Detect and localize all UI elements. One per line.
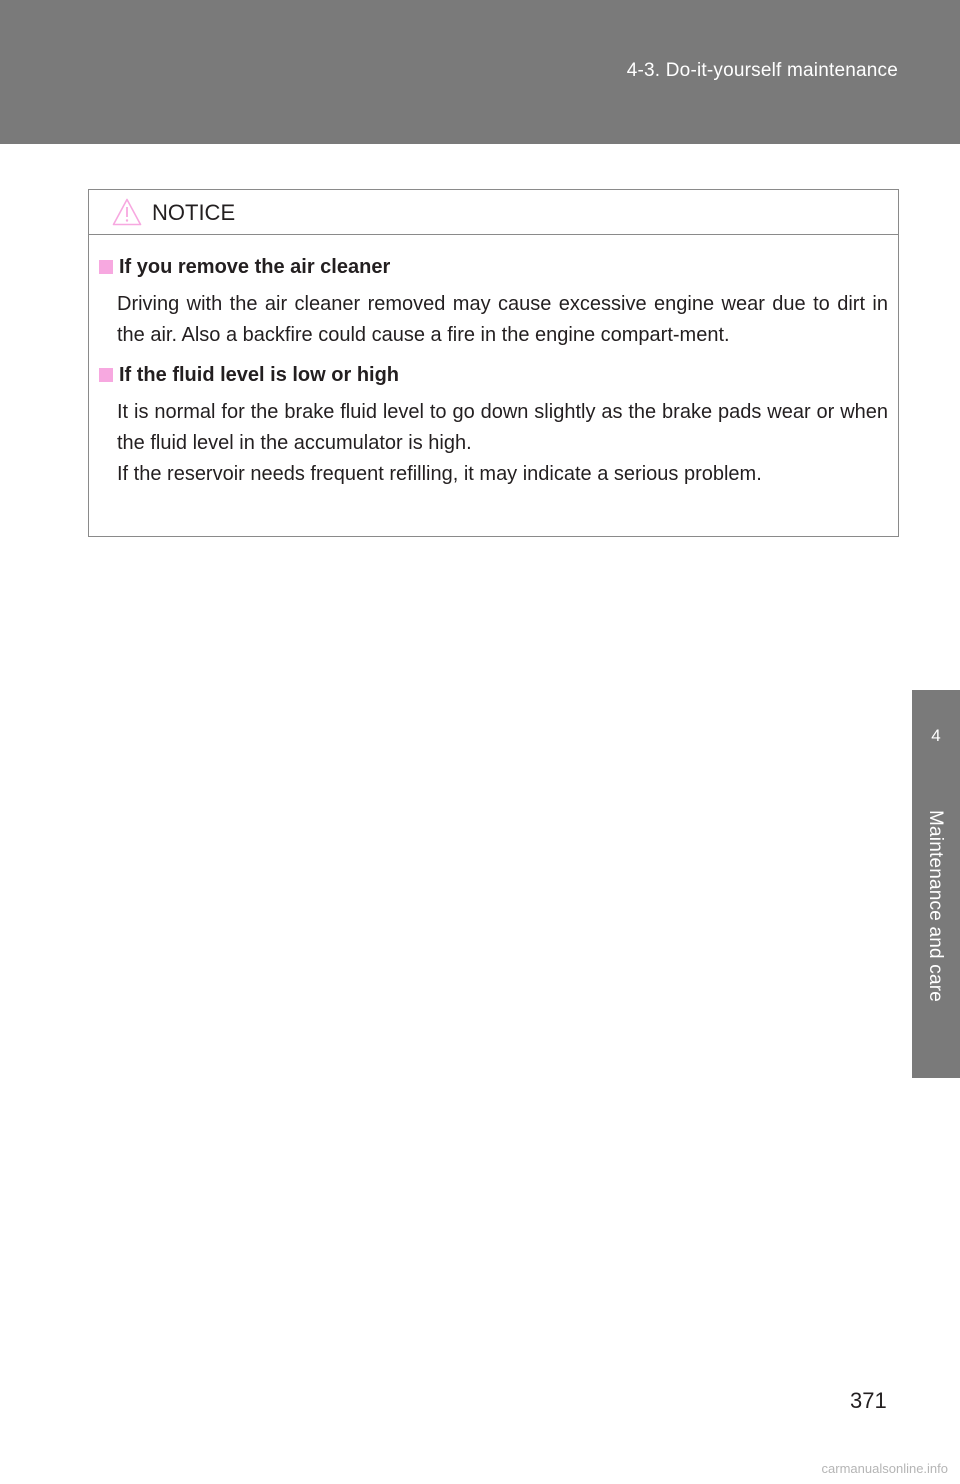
warning-triangle-icon bbox=[112, 198, 142, 226]
notice-item-heading: If you remove the air cleaner bbox=[119, 256, 391, 278]
square-bullet-icon bbox=[99, 260, 113, 274]
chapter-label: Maintenance and care bbox=[925, 810, 946, 1003]
chapter-number: 4 bbox=[931, 726, 941, 745]
section-title: 4-3. Do-it-yourself maintenance bbox=[626, 60, 898, 81]
notice-item bbox=[99, 255, 888, 351]
notice-item-text: If the reservoir needs frequent refilling, it may indicate a serious problem. bbox=[117, 463, 762, 485]
page-header bbox=[0, 0, 960, 144]
watermark: carmanualsonline.info bbox=[821, 1461, 948, 1476]
notice-header bbox=[89, 190, 898, 235]
notice-box bbox=[88, 189, 899, 537]
square-bullet-icon bbox=[99, 368, 113, 382]
chapter-side-tab bbox=[912, 690, 960, 1078]
notice-item-heading: If the fluid level is low or high bbox=[119, 364, 400, 386]
notice-item-text: Driving with the air cleaner removed may cause excessive engine wear due to dirt in the air. Also a backfire could cause a fire in the engine compart-ment. bbox=[117, 293, 888, 346]
notice-item bbox=[99, 363, 888, 490]
page-number: 371 bbox=[850, 1388, 887, 1413]
notice-body bbox=[89, 235, 898, 490]
notice-title: NOTICE bbox=[152, 200, 236, 225]
notice-item-text: It is normal for the brake fluid level to go down slightly as the brake pads wear or when the fluid level in the accumulator is high. bbox=[117, 401, 888, 454]
